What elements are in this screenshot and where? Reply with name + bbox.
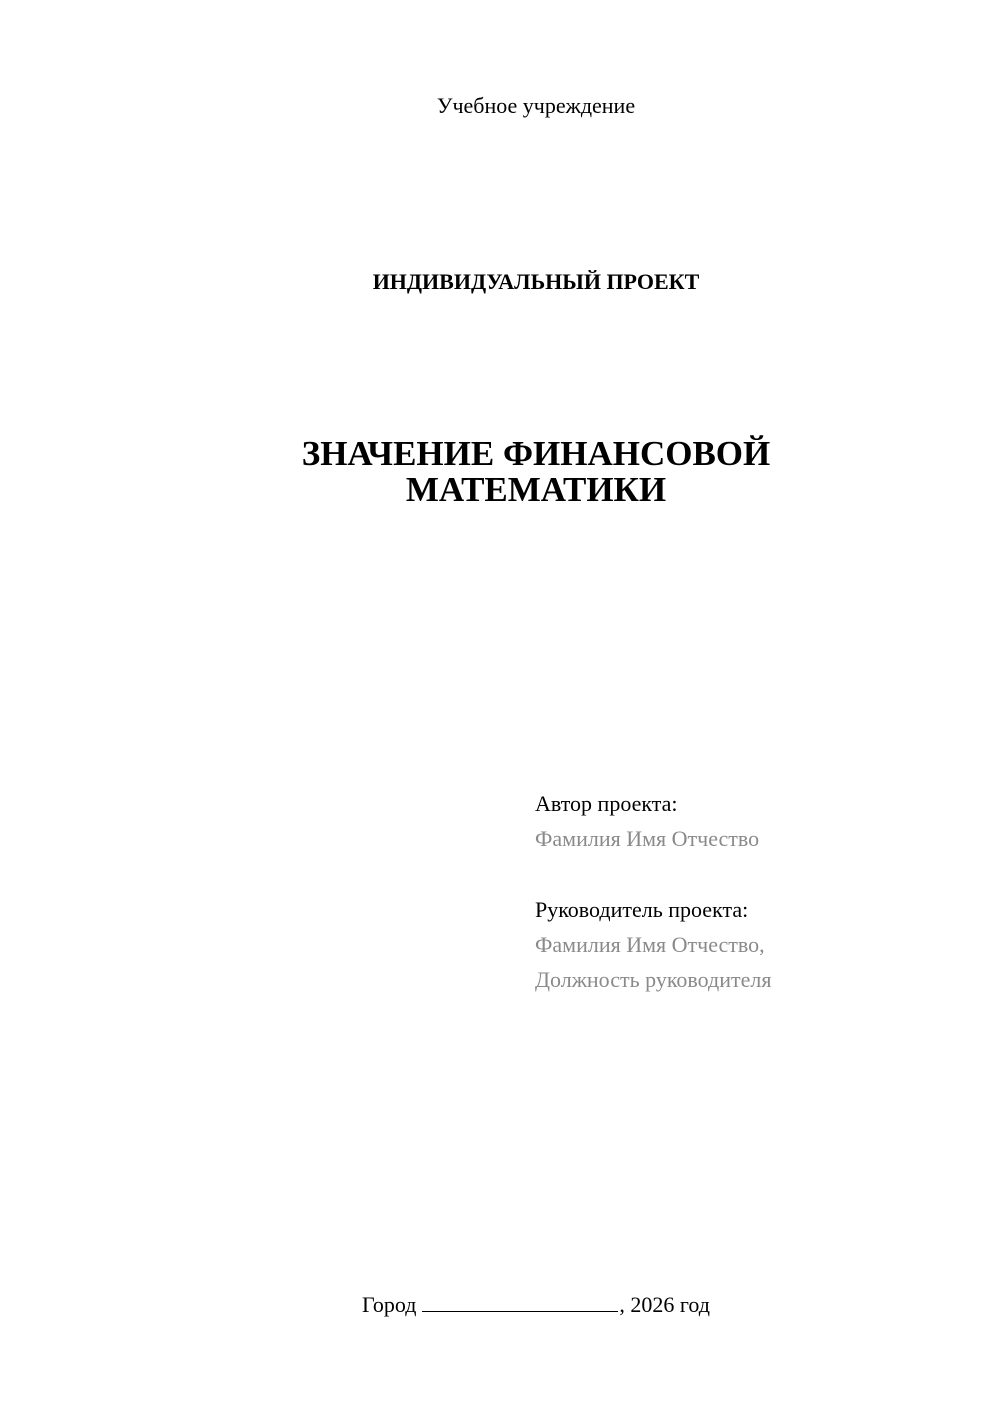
document-title (0, 436, 1000, 508)
supervisor-block (535, 892, 975, 997)
city-label: Город (362, 1292, 417, 1317)
institution-name: Учебное учреждение (436, 93, 636, 118)
author-label: Автор проекта: (535, 791, 678, 816)
document-title-line: ЗНАЧЕНИЕ ФИНАНСОВОЙ (301, 434, 771, 473)
supervisor-position: Должность руководителя (535, 967, 772, 992)
document-title-line: МАТЕМАТИКИ (405, 470, 667, 509)
supervisor-label: Руководитель проекта: (535, 897, 749, 922)
city-blank-line (422, 1291, 618, 1312)
author-name: Фамилия Имя Отчество (535, 826, 760, 851)
supervisor-name: Фамилия Имя Отчество, (535, 932, 765, 957)
city-year-line (0, 1291, 1000, 1319)
year-text: , 2026 год (619, 1292, 710, 1317)
document-type: ИНДИВИДУАЛЬНЫЙ ПРОЕКТ (372, 269, 700, 294)
author-block (535, 786, 975, 856)
